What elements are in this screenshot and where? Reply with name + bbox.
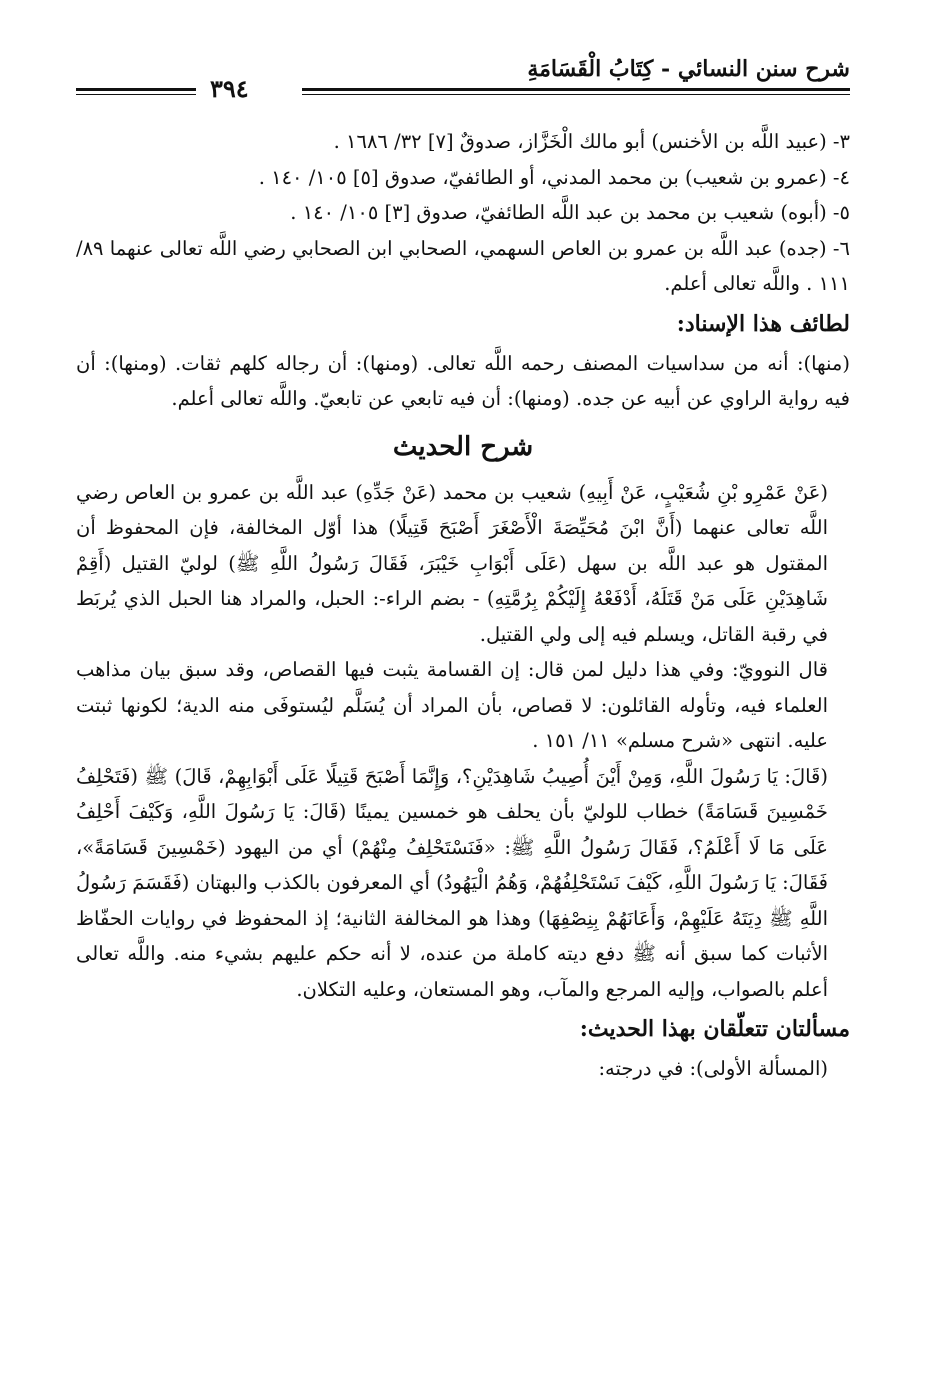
page-content — [76, 124, 850, 1087]
masala-first: (المسألة الأولى): في درجته: — [598, 1057, 828, 1080]
narrator-5: ٥- (أبوه) شعيب بن محمد بن عبد اللَّه الطائفيّ، صدوق [٣] ١٠٥/ ١٤٠ . — [290, 201, 850, 224]
narrator-3: ٣- (عبيد اللَّه بن الأخنس) أبو مالك الْخَزَّاز، صدوقٌ [٧] ٣٢/ ١٦٨٦ . — [333, 130, 850, 153]
page-number-rule-thick — [76, 88, 196, 91]
page-number-rule-thin — [76, 94, 196, 95]
latif-text: (منها): أنه من سداسيات المصنف رحمه اللَّه تعالى. (ومنها): أن رجاله كلهم ثقات. (ومنها): أن فيه رواية الراوي عن أبيه عن جده. (ومنها): أن فيه تابعي عن تابعيّ. واللَّه تعالى أعلم. — [76, 351, 850, 410]
latif-heading: لطائف هذا الإسناد: — [676, 310, 850, 337]
narrator-4: ٤- (عمرو بن شعيب) بن محمد المدني، أو الطائفيّ، صدوق [٥] ١٠٥/ ١٤٠ . — [258, 165, 850, 189]
sharh-paragraph-2: قال النوويّ: وفي هذا دليل لمن قال: إن القسامة يثبت فيها القصاص، وقد سبق بيان مذاهب العلماء فيه، وتأوله القائلون: لا قصاص، بأن المراد أن يُسَلَّم ليُستوفَى منه الدية؛ لكونها ثبتت عليه. انتهى «شرح مسلم» ١١/ ١٥١ . — [76, 658, 828, 752]
narrator-6: ٦- (جده) عبد اللَّه بن عمرو بن العاص السهمي، الصحابي ابن الصحابي رضي اللَّه تعالى عنهما ٨٩/ ١١١ . واللَّه تعالى أعلم. — [76, 236, 850, 295]
sharh-paragraph-3: (قَالَ: يَا رَسُولَ اللَّهِ، وَمِنْ أَيْنَ أُصِيبُ شَاهِدَيْنِ؟، وَإِنَّمَا أَصْبَحَ قَتِيلًا عَلَى أَبْوَابِهِمْ، قَالَ) ﷺ (فَتَحْلِفُ خَمْسِينَ قَسَامَةً) خطاب للوليّ بأن يحلف هو خمسين يمينًا (قَالَ: يَا رَسُولَ اللَّهِ، وَكَيْفَ أَحْلِفُ عَلَى مَا لَا أَعْلَمُ؟، فَقَالَ رَسُولُ اللَّهِ ﷺ: «فَنَسْتَحْلِفُ مِنْهُمْ) أي من اليهود (خَمْسِينَ قَسَامَةً»، فَقَالَ: يَا رَسُولَ اللَّهِ، كَيْفَ نَسْتَحْلِفُهُمْ، وَهُمُ الْيَهُودُ) أي المعرفون بالكذب والبهتان (فَقَسَمَ رَسُولُ اللَّهِ ﷺ دِيَتَهُ عَلَيْهِمْ، وَأَعَانَهُمْ بِنِصْفِهَا) وهذا هو المخالفة الثانية؛ إذ المحفوظ في روايات الحفّاظ الأثبات كما سبق أنه ﷺ دفع ديته كاملة من عنده، لا أنه حكم عليهم بشيء منه. واللَّه تعالى أعلم بالصواب، وإليه المرجع والمآب، وهو المستعان، وعليه التكلان. — [76, 764, 828, 1001]
sharh-heading: شرح الحديث — [392, 431, 534, 462]
page-header — [76, 50, 850, 106]
page-number: ٣٩٤ — [210, 74, 249, 103]
running-title: شرح سنن النسائي - كِتَابُ الْقَسَامَةِ — [527, 56, 850, 82]
header-rule-thin — [302, 94, 850, 95]
masail-heading: مسألتان تتعلّقان بهذا الحديث: — [579, 1016, 850, 1042]
sharh-paragraph-1: (عَنْ عَمْرِو بْنِ شُعَيْبٍ، عَنْ أَبِيهِ) شعيب بن محمد (عَنْ جَدِّهِ) عبد اللَّه بن عمرو بن العاص رضي اللَّه تعالى عنهما (أَنَّ ابْنَ مُحَيِّصَةَ الْأَصْغَرَ أَصْبَحَ قَتِيلًا) هذا أوّل المخالفة، فإن المحفوظ أن المقتول هو عبد اللَّه بن سهل (عَلَى أَبْوَابِ خَيْبَرَ، فَقَالَ رَسُولُ اللَّهِ ﷺ) لوليّ القتيل (أَقِمْ شَاهِدَيْنِ عَلَى مَنْ قَتَلَهُ، أَدْفَعْهُ إِلَيْكُمْ بِرُمَّتِهِ) - بضم الراء-: الحبل، والمراد هنا الحبل الذي يُربَط في رقبة القاتل، ويسلم فيه إلى ولي القتيل. — [76, 480, 828, 646]
header-rule-thick — [302, 88, 850, 91]
